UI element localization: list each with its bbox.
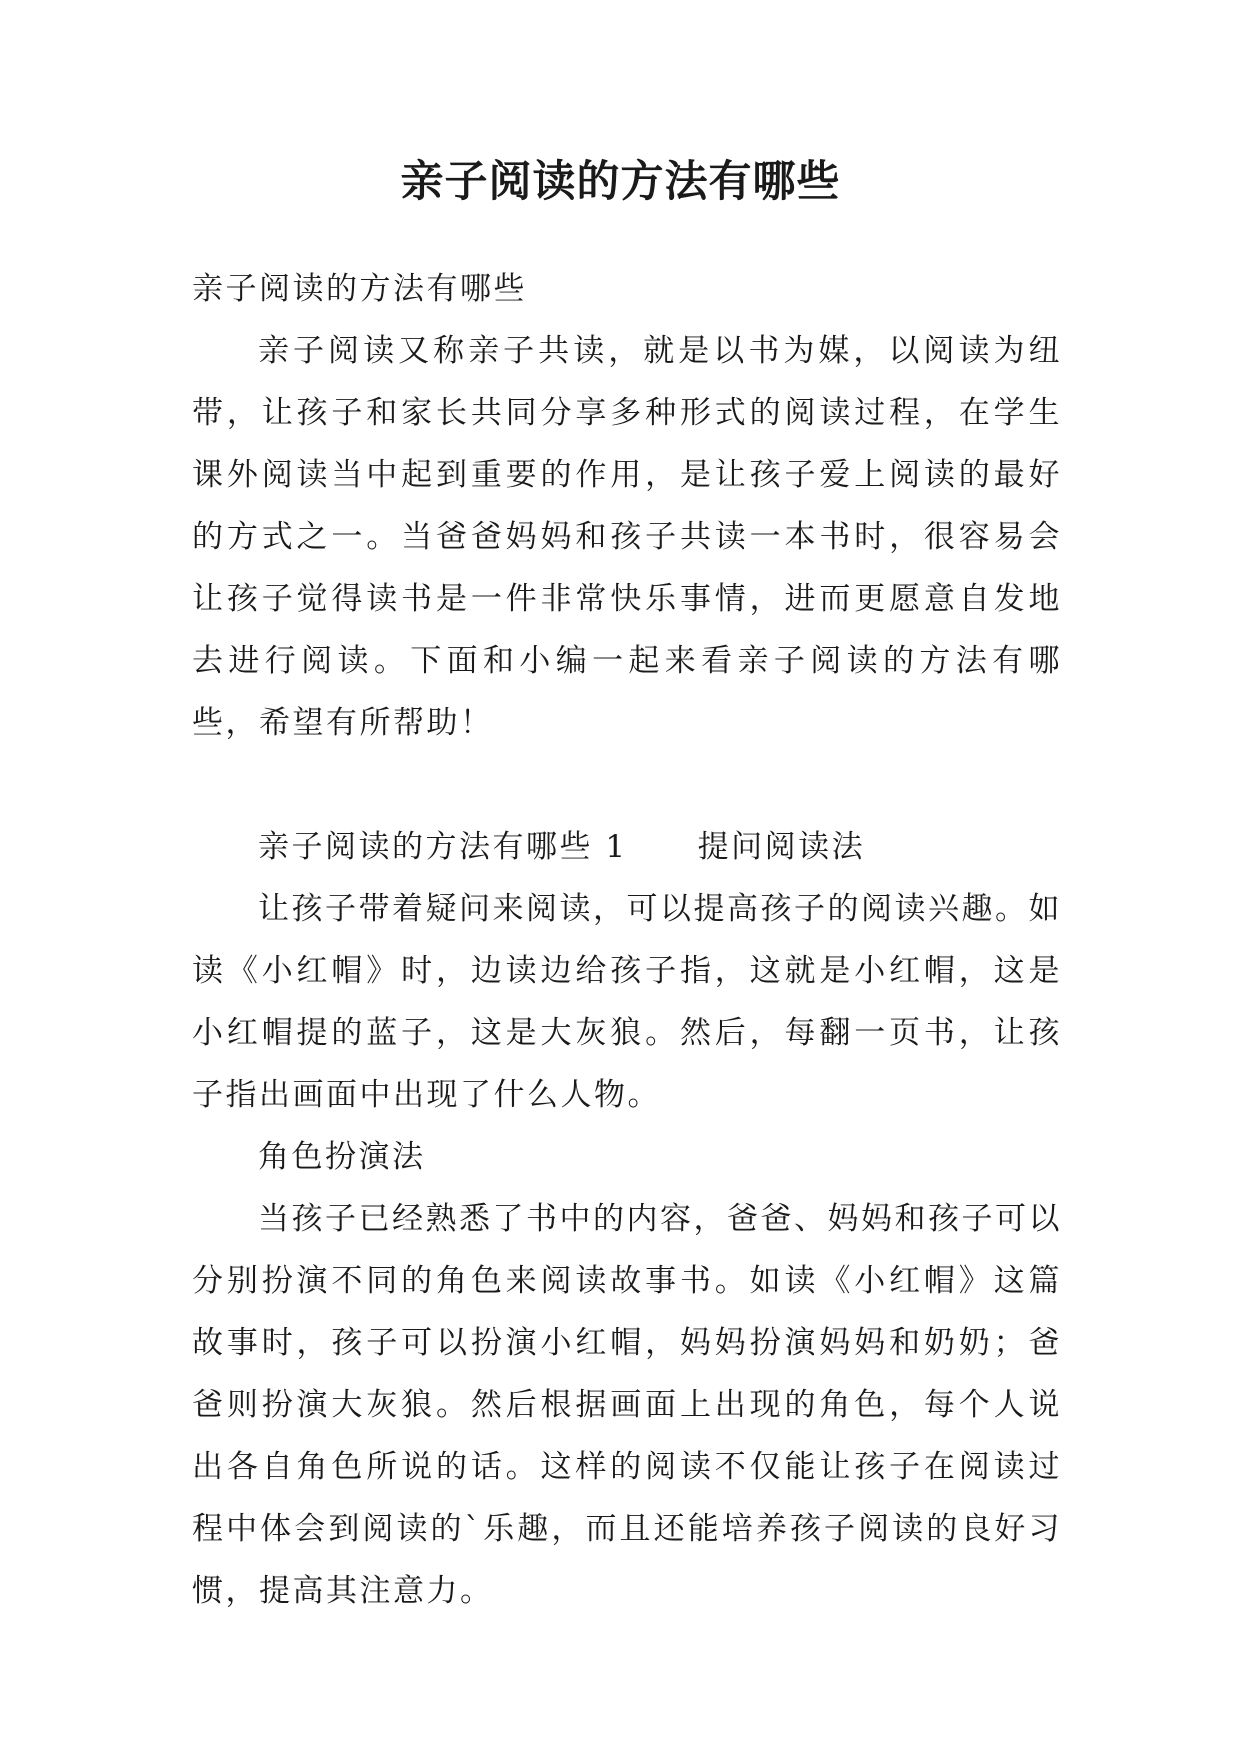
- method-body-roleplay: 当孩子已经熟悉了书中的内容，爸爸、妈妈和孩子可以分别扮演不同的角色来阅读故事书。如读《小红帽》这篇故事时，孩子可以扮演小红帽，妈妈扮演妈妈和奶奶；爸爸则扮演大灰狼。然后根据画面上出现的角色，每个人说出各自角色所说的话。这样的阅读不仅能让孩子在阅读过程中体会到阅读的`乐趣，而且还能培养孩子阅读的良好习惯，提高其注意力。: [192, 1201, 1062, 1609]
- method-title-questioning: 提问阅读法: [697, 829, 866, 865]
- method-body-questioning: 让孩子带着疑问来阅读，可以提高孩子的阅读兴趣。如读《小红帽》时，边读边给孩子指，这就是小红帽，这是小红帽提的蓝子，这是大灰狼。然后，每翻一页书，让孩子指出画面中出现了什么人物。: [192, 891, 1062, 1113]
- section-heading-line: [192, 816, 1062, 878]
- section-heading: 亲子阅读的方法有哪些 1: [258, 829, 628, 865]
- document-subtitle: 亲子阅读的方法有哪些: [192, 271, 527, 307]
- document-title: 亲子阅读的方法有哪些: [400, 157, 841, 207]
- paragraph-gap: [192, 754, 1062, 816]
- method-title-roleplay: 角色扮演法: [258, 1139, 426, 1175]
- intro-paragraph: 亲子阅读又称亲子共读，就是以书为媒，以阅读为纽带，让孩子和家长共同分享多种形式的阅读过程，在学生课外阅读当中起到重要的作用，是让孩子爱上阅读的最好的方式之一。当爸爸妈妈和孩子共读一本书时，很容易会让孩子觉得读书是一件非常快乐事情，进而更愿意自发地去进行阅读。下面和小编一起来看亲子阅读的方法有哪些，希望有所帮助！: [192, 333, 1062, 741]
- document-body: [192, 258, 1062, 1622]
